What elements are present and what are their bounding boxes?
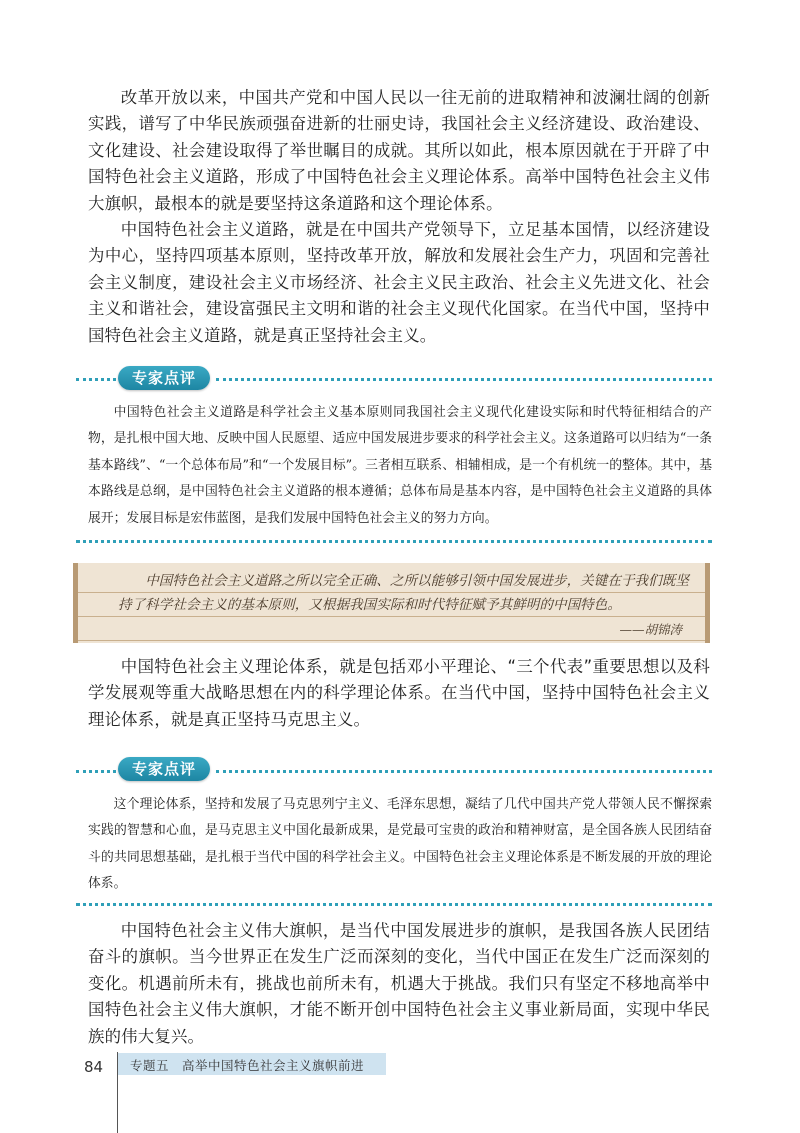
paragraph-road: 中国特色社会主义道路，就是在中国共产党领导下，立足基本国情，以经济建设为中心，坚持四项基本原则，坚持改革开放，解放和发展社会生产力，巩固和完善社会主义制度，建设社会主义市场经济、社会主义民主政治、社会主义先进文化、社会主义和谐社会，建设富强民主文明和谐的社会主义现代化国家。在当代中国，坚持中国特色社会主义道路，就是真正坚持社会主义。 [88, 220, 710, 345]
quote-box [73, 563, 710, 643]
quote-box-left-bar [73, 563, 78, 643]
expert-comment-badge: 专家点评 [118, 757, 210, 781]
dotted-divider [216, 770, 712, 773]
dotted-divider [76, 378, 116, 381]
dotted-divider [76, 770, 116, 773]
quote-box-right-bar [705, 563, 710, 643]
expert-comment-badge: 专家点评 [118, 366, 210, 390]
page-number: 84 [84, 1058, 104, 1076]
dotted-divider [76, 540, 712, 543]
quote-author: ——胡锦涛 [619, 622, 682, 637]
paragraph-banner: 中国特色社会主义伟大旗帜，是当代中国发展进步的旗帜，是我国各族人民团结奋斗的旗帜。当今世界正在发生广泛而深刻的变化，当代中国正在发生广泛而深刻的变化。机遇前所未有，挑战也前所未有，机遇大于挑战。我们只有坚定不移地高举中国特色社会主义伟大旗帜，才能不断开创中国特色社会主义事业新局面，实现中华民族的伟大复兴。 [88, 921, 710, 1046]
paragraph-reform: 改革开放以来，中国共产党和中国人民以一往无前的进取精神和波澜壮阔的创新实践，谱写了中华民族顽强奋进新的壮丽史诗，我国社会主义经济建设、政治建设、文化建设、社会建设取得了举世瞩目的成就。其所以如此，根本原因就在于开辟了中国特色社会主义道路，形成了中国特色社会主义理论体系。高举中国特色社会主义伟大旗帜，最根本的就是要坚持这条道路和这个理论体系。 [88, 88, 710, 213]
quote-rule [78, 640, 705, 641]
dotted-divider [216, 378, 712, 381]
expert-comment-text: 这个理论体系，坚持和发展了马克思列宁主义、毛泽东思想，凝结了几代中国共产党人带领人民不懈探索实践的智慧和心血，是马克思主义中国化最新成果，是党最可宝贵的政治和精神财富，是全国各族人民团结奋斗的共同思想基础，是扎根于当代中国的科学社会主义。中国特色社会主义理论体系是不断发展的开放的理论体系。 [88, 797, 712, 892]
paragraph-theory: 中国特色社会主义理论体系，就是包括邓小平理论、“三个代表”重要思想以及科学发展观等重大战略思想在内的科学理论体系。在当代中国，坚持中国特色社会主义理论体系，就是真正坚持马克思主义。 [88, 657, 710, 729]
chapter-title: 专题五 高举中国特色社会主义旗帜前进 [130, 1058, 365, 1073]
quote-text: 中国特色社会主义道路之所以完全正确、之所以能够引领中国发展进步，关键在于我们既坚持了科学社会主义的基本原则，又根据我国实际和时代特征赋予其鲜明的中国特色。 [118, 573, 689, 613]
expert-comment-text: 中国特色社会主义道路是科学社会主义基本原则同我国社会主义现代化建设实际和时代特征相结合的产物，是扎根中国大地、反映中国人民愿望、适应中国发展进步要求的科学社会主义。这条道路可以归结为“一条基本路线”、“一个总体布局”和“一个发展目标”。三者相互联系、相辅相成，是一个有机统一的整体。其中，基本路线是总纲，是中国特色社会主义道路的根本遵循；总体布局是基本内容，是中国特色社会主义道路的具体展开；发展目标是宏伟蓝图，是我们发展中国特色社会主义的努力方向。 [88, 405, 712, 526]
dotted-divider [76, 903, 712, 906]
